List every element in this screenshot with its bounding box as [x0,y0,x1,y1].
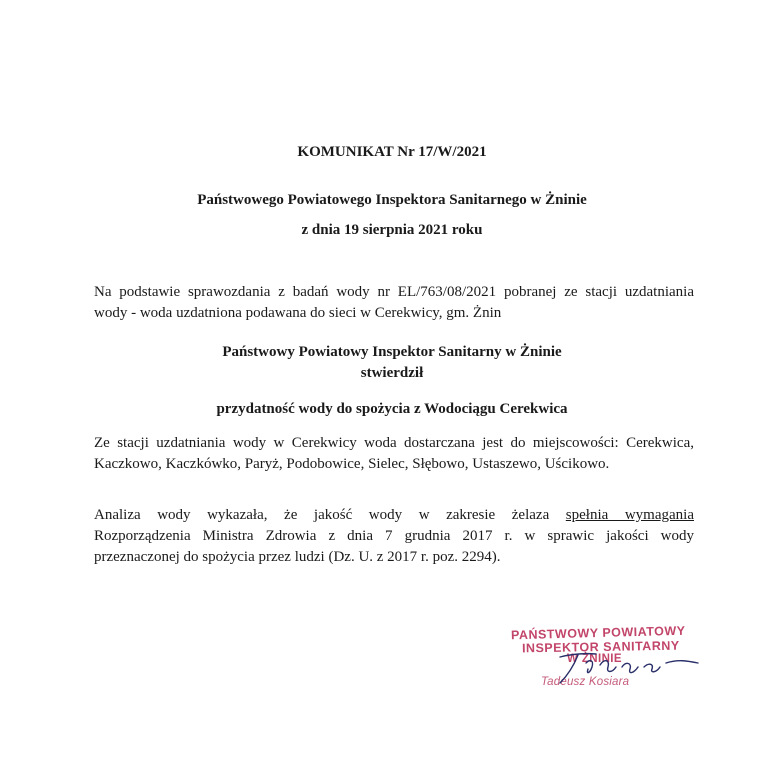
supply-line-1: Ze stacji uzdatniania wody w Cerekwicy woda dostarczana jest do miejscowości: Cerekwica, [94,435,694,451]
signature-icon [538,645,718,690]
analysis-line-1 [94,505,694,526]
analysis-paragraph [94,505,694,568]
meets-requirements-text: spełnia wymagania [565,507,694,523]
stamp-line-1: PAŃSTWOWY POWIATOWY [510,623,686,643]
authority-heading: Państwowy Powiatowy Inspektor Sanitarny w Żninie [222,344,562,360]
finding-heading: przydatność wody do spożycia z Wodociągu Cerekwica [216,401,568,417]
document-title: KOMUNIKAT Nr 17/W/2021 [297,144,487,160]
analysis-line-1-text: Analiza wody wykazała, że jakość wody w zakresie żelaza [94,507,550,523]
date-line: z dnia 19 sierpnia 2021 roku [301,222,483,238]
stamp-line-2: INSPEKTOR SANITARNY [521,638,680,656]
basis-paragraph [94,282,694,324]
stamp-name: Tadeusz Kosiara [541,676,630,688]
stamp-line-3: W ŻNINIE [567,653,622,665]
verb-line: stwierdził [360,365,424,381]
analysis-line-3: przeznaczonej do spożycia przez ludzi (Dz. U. z 2017 r. poz. 2294). [94,549,501,565]
supply-line-2: Kaczkowo, Kaczkówko, Paryż, Podobowice, Sielec, Słębowo, Ustaszewo, Uścikowo. [94,456,610,472]
basis-line-1: Na podstawie sprawozdania z badań wody nr EL/763/08/2021 pobranej ze stacji uzdatniania [94,284,694,300]
analysis-line-2: Rozporządzenia Ministra Zdrowia z dnia 7 grudnia 2017 r. w sprawic jakości wody [94,528,694,544]
supply-paragraph [94,433,694,475]
issuer-heading: Państwowego Powiatowego Inspektora Sanitarnego w Żninie [197,192,587,208]
basis-line-2: wody - woda uzdatniona podawana do sieci w Cerekwicy, gm. Żnin [94,305,502,321]
